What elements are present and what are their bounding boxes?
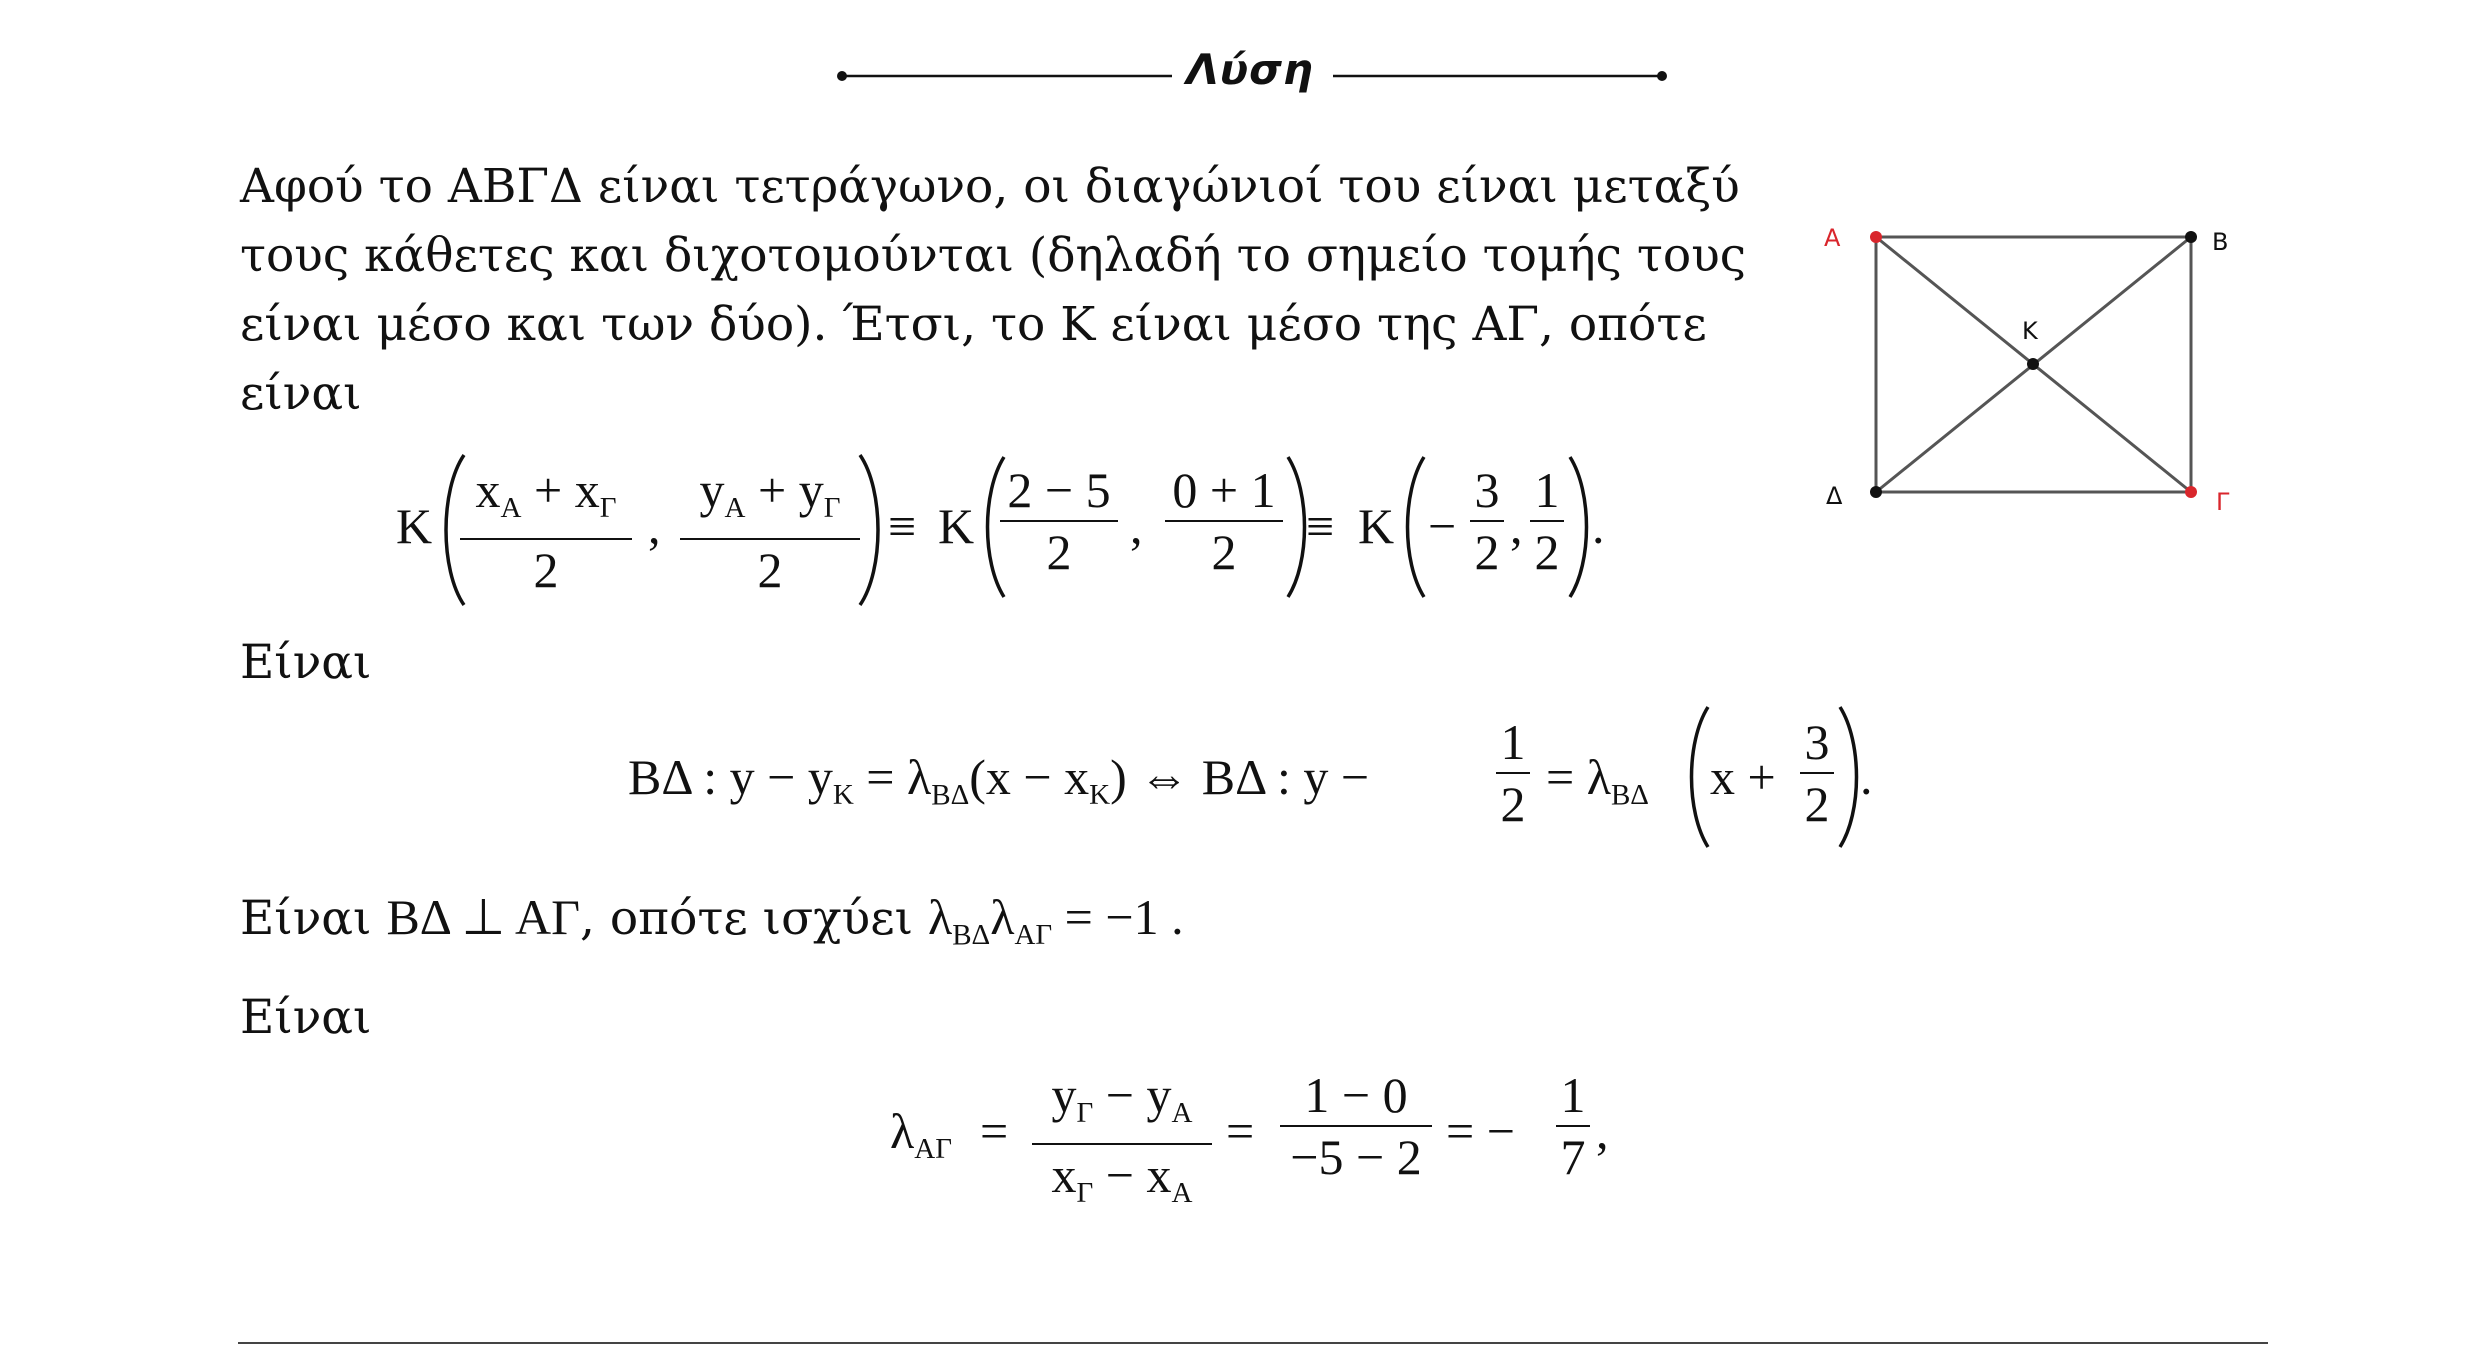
eq2-frac-half: 1 2 — [1496, 712, 1530, 834]
vertex-g — [2185, 486, 2197, 498]
eq1-paren3-left — [1396, 452, 1432, 602]
eq1-k2: K — [938, 498, 975, 554]
label-b: B — [2212, 228, 2229, 256]
eq1-k3: K — [1358, 498, 1395, 554]
label-d: Δ — [1826, 482, 1843, 510]
paragraph-intro — [240, 152, 1746, 428]
eq1-frac-x: $x_A + x_\Gamma$ 2 — [460, 460, 632, 600]
eq1-end: . — [1592, 498, 1605, 554]
text: Είναι — [240, 891, 372, 946]
text-line: Αφού το ΑΒΓΔ είναι τετράγωνο, οι διαγώνιοί του είναι μεταξύ — [240, 159, 1740, 214]
eq1-frac-6: 1 2 — [1530, 460, 1564, 582]
eq2-x-plus: x + — [1710, 749, 1776, 805]
eq1-minus: − — [1428, 498, 1457, 554]
inline-perp: ΒΔ ⊥ ΑΓ — [386, 889, 580, 945]
eq1-frac-4: 0 + 1 2 — [1165, 460, 1283, 582]
eq2-lhs: ΒΔ : $y - y_K = \lambda_{B\Delta}(x - x_K)$ ⇔ ΒΔ : y − — [628, 749, 1370, 811]
eq4-lambda: $\lambda_{A\Gamma}$ — [890, 1103, 952, 1165]
eq1-equiv2: ≡ — [1306, 498, 1335, 554]
eq1-comma3: , — [1510, 498, 1523, 554]
eq4-frac-result: 1 7 — [1556, 1065, 1590, 1187]
eq1-frac-3: 2 − 5 2 — [1000, 460, 1118, 582]
eq4-neg: = − — [1446, 1103, 1515, 1159]
text: , οπότε ισχύει — [580, 891, 913, 946]
label-k: K — [2022, 317, 2038, 345]
eq4-eq1: = — [980, 1103, 1009, 1159]
eq1-comma2: , — [1130, 498, 1143, 554]
center-k — [2027, 358, 2039, 370]
vertex-b — [2185, 231, 2197, 243]
eq4-frac-slope: $y_\Gamma - y_A$ $x_\Gamma - x_A$ — [1032, 1065, 1212, 1223]
text-line: τους κάθετες και διχοτομούνται (δηλαδή το σημείο τομής τους — [240, 228, 1747, 283]
inline-product: $\lambda_{B\Delta}\lambda_{A\Gamma} = -1$ . — [927, 889, 1184, 951]
paragraph-perpendicular — [240, 883, 1184, 970]
paragraph-einai-1: Είναι — [240, 635, 372, 690]
eq2-lambda: = $\lambda_{B\Delta}$ — [1546, 749, 1649, 811]
eq2-end: . — [1860, 749, 1873, 805]
eq4-eq2: = — [1226, 1103, 1255, 1159]
vertex-d — [1870, 486, 1882, 498]
eq2-frac-3-2: 3 2 — [1800, 712, 1834, 834]
eq4-end: , — [1596, 1103, 1609, 1159]
vertex-a — [1870, 231, 1882, 243]
text-line: είναι μέσο και των δύο). Έτσι, το Κ είναι μέσο της ΑΓ, οπότε — [240, 297, 1707, 352]
eq1-frac-y: $y_A + y_\Gamma$ 2 — [680, 460, 860, 600]
square-figure — [1800, 210, 2240, 540]
solution-heading: Λύση — [1186, 45, 1314, 94]
eq1-k: K — [396, 498, 433, 554]
eq1-frac-5: 3 2 — [1470, 460, 1504, 582]
bottom-rule — [238, 1342, 2268, 1344]
eq1-comma: , — [648, 498, 661, 554]
text-line: είναι — [240, 366, 362, 421]
eq1-bigparen-right — [852, 450, 892, 610]
label-g: Γ — [2216, 488, 2230, 516]
paragraph-einai-2: Είναι — [240, 990, 372, 1045]
label-a: A — [1824, 224, 1841, 252]
eq4-frac-values: 1 − 0 −5 − 2 — [1280, 1065, 1432, 1187]
eq1-equiv: ≡ — [888, 498, 917, 554]
